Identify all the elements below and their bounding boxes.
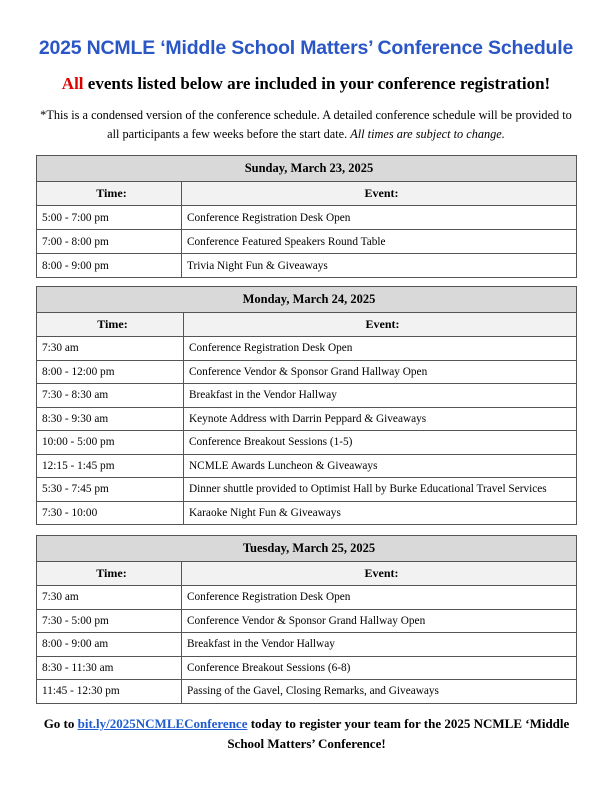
schedule-note [40,106,572,144]
event-cell: Conference Registration Desk Open [184,337,577,361]
time-cell: 8:00 - 12:00 pm [37,360,184,384]
time-cell: 8:30 - 9:30 am [37,407,184,431]
table-row [37,360,577,384]
event-column-header: Event: [182,182,577,206]
note-text: *This is a condensed version of the conference schedule. A detailed conference schedule will be provided to all participants a few weeks before the start date. [40,108,572,141]
day-heading: Monday, March 24, 2025 [37,287,577,313]
time-cell: 5:30 - 7:45 pm [37,478,184,502]
event-cell: Conference Featured Speakers Round Table [182,230,577,254]
event-cell: Conference Registration Desk Open [182,206,577,230]
event-cell: Dinner shuttle provided to Optimist Hall by Burke Educational Travel Services [184,478,577,502]
event-cell: Conference Breakout Sessions (6-8) [182,656,577,680]
event-cell: Trivia Night Fun & Giveaways [182,254,577,278]
event-cell: Keynote Address with Darrin Peppard & Giveaways [184,407,577,431]
footer-post: today to register your team for the 2025 NCMLE ‘Middle School Matters’ Conference! [227,716,570,751]
subtitle-text: events listed below are included in your conference registration! [83,74,551,93]
time-cell: 10:00 - 5:00 pm [37,431,184,455]
subtitle [0,74,612,94]
event-cell: Conference Vendor & Sponsor Grand Hallway Open [184,360,577,384]
table-row [37,656,577,680]
table-row [37,407,577,431]
registration-link[interactable]: bit.ly/2025NCMLEConference [77,716,248,731]
note-italic: All times are subject to change. [350,127,505,141]
event-cell: Conference Vendor & Sponsor Grand Hallway Open [182,609,577,633]
table-row [37,478,577,502]
footer-pre: Go to [43,716,78,731]
table-row [37,431,577,455]
time-cell: 7:30 - 10:00 [37,501,184,525]
time-cell: 7:30 am [37,586,182,610]
table-row [37,337,577,361]
time-cell: 7:30 am [37,337,184,361]
time-cell: 8:00 - 9:00 pm [37,254,182,278]
time-cell: 7:00 - 8:00 pm [37,230,182,254]
table-row [37,230,577,254]
event-cell: NCMLE Awards Luncheon & Giveaways [184,454,577,478]
table-row [37,254,577,278]
time-column-header: Time: [37,562,182,586]
table-row [37,384,577,408]
event-column-header: Event: [184,313,577,337]
time-cell: 7:30 - 8:30 am [37,384,184,408]
time-cell: 5:00 - 7:00 pm [37,206,182,230]
table-row [37,633,577,657]
table-row [37,586,577,610]
time-cell: 11:45 - 12:30 pm [37,680,182,704]
event-cell: Conference Breakout Sessions (1-5) [184,431,577,455]
table-row [37,454,577,478]
table-row [37,680,577,704]
schedule-table-monday [36,286,577,525]
day-heading: Tuesday, March 25, 2025 [37,536,577,562]
event-cell: Breakfast in the Vendor Hallway [182,633,577,657]
time-cell: 8:00 - 9:00 am [37,633,182,657]
day-heading: Sunday, March 23, 2025 [37,156,577,182]
time-cell: 12:15 - 1:45 pm [37,454,184,478]
time-column-header: Time: [37,313,184,337]
event-cell: Karaoke Night Fun & Giveaways [184,501,577,525]
subtitle-emphasis: All [61,74,84,93]
table-row [37,609,577,633]
time-cell: 7:30 - 5:00 pm [37,609,182,633]
event-cell: Breakfast in the Vendor Hallway [184,384,577,408]
table-row [37,501,577,525]
page-title: 2025 NCMLE ‘Middle School Matters’ Conference Schedule [38,37,574,59]
registration-footer [36,714,577,754]
time-column-header: Time: [37,182,182,206]
time-cell: 8:30 - 11:30 am [37,656,182,680]
event-cell: Passing of the Gavel, Closing Remarks, and Giveaways [182,680,577,704]
schedule-table-tuesday [36,535,577,704]
event-cell: Conference Registration Desk Open [182,586,577,610]
schedule-table-sunday [36,155,577,278]
table-row [37,206,577,230]
event-column-header: Event: [182,562,577,586]
